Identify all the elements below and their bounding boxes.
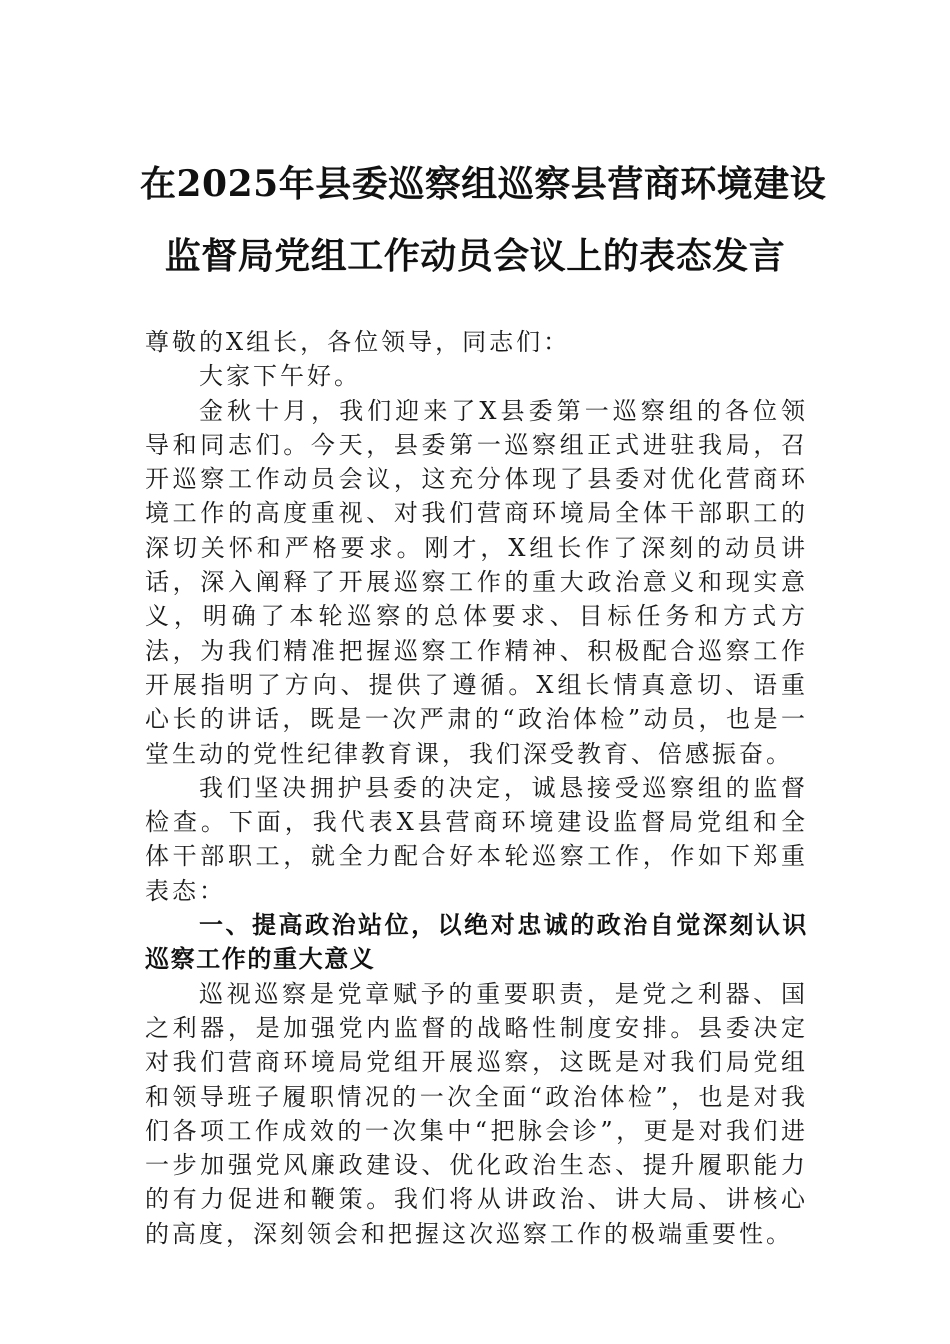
- document-body: [145, 325, 808, 1251]
- greeting: 大家下午好。: [199, 362, 361, 391]
- section-paragraph: 巡视巡察是党章赋予的重要职责，是党之利器、国之利器，是加强党内监督的战略性制度安排。县委决定对我们营商环境局党组开展巡察，这既是对我们局党组和领导班子履职情况的一次全面“政治体检”，也是对我们各项工作成效的一次集中“把脉会诊”，更是对我们进一步加强党风廉政建设、优化政治生态、提升履职能力的有力促进和鞭策。我们将从讲政治、讲大局、讲核心的高度，深刻领会和把握这次巡察工作的极端重要性。: [145, 979, 808, 1248]
- salutation: 尊敬的X组长，各位领导，同志们：: [145, 328, 571, 356]
- section-heading: 一、提高政治站位，以绝对忠诚的政治自觉深刻认识巡察工作的重大意义: [145, 911, 808, 974]
- body-paragraph: 我们坚决拥护县委的决定，诚恳接受巡察组的监督检查。下面，我代表X县营商环境建设监督局党组和全体干部职工，就全力配合好本轮巡察工作，作如下郑重表态：: [145, 773, 808, 905]
- document-title-line-2: 监督局党组工作动员会议上的表态发言: [164, 235, 786, 277]
- document-title-line-1: 在2025年县委巡察组巡察县营商环境建设: [140, 163, 827, 205]
- body-paragraph: 金秋十月，我们迎来了X县委第一巡察组的各位领导和同志们。今天，县委第一巡察组正式进驻我局，召开巡察工作动员会议，这充分体现了县委对优化营商环境工作的高度重视、对我们营商环境局全体干部职工的深切关怀和严格要求。刚才，X组长作了深刻的动员讲话，深入阐释了开展巡察工作的重大政治意义和现实意义，明确了本轮巡察的总体要求、目标任务和方式方法，为我们精准把握巡察工作精神、积极配合巡察工作开展指明了方向、提供了遵循。X组长情真意切、语重心长的讲话，既是一次严肃的“政治体检”动员，也是一堂生动的党性纪律教育课，我们深受教育、倍感振奋。: [145, 396, 808, 768]
